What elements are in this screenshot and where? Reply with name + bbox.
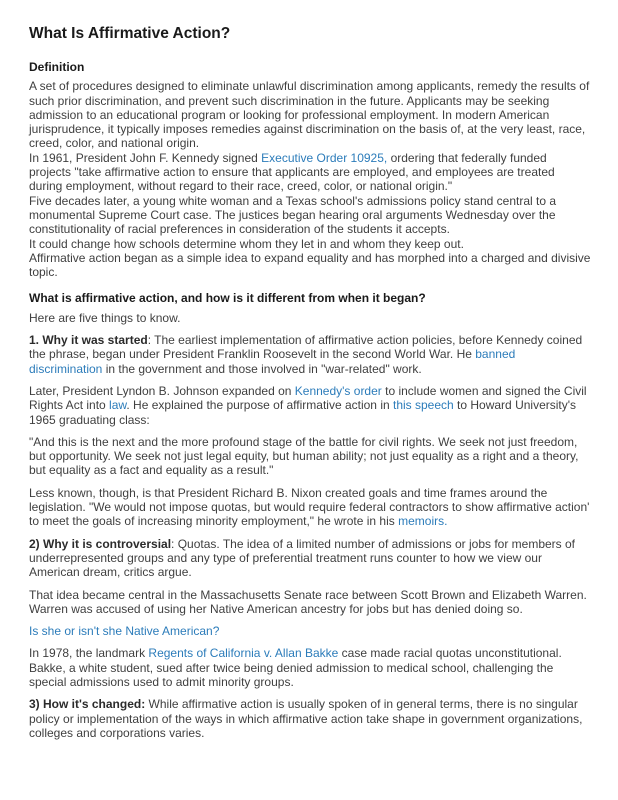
link-this-speech[interactable]: this speech xyxy=(393,398,454,413)
text-run: Affirmative action began as a simple idea to expand equality and has morphed into a charged and divisive topic. xyxy=(29,250,591,280)
point-2-controversial xyxy=(29,537,591,580)
text-run: Later, President Lyndon B. Johnson expanded on xyxy=(29,383,295,398)
link-banned-discrimination[interactable]: banned discrimination xyxy=(29,347,516,376)
nixon-goals xyxy=(29,486,591,529)
text-run: That idea became central in the Massachusetts Senate race between Scott Brown and Elizabeth Warren. Warren was accused of using her Native American ancestry for jobs but has denied doing so. xyxy=(29,587,587,616)
text-run: case made racial quotas unconstitutional. Bakke, a white student, sued after twice being denied admission to medical school, challenging the special admissions used to admit minority groups. xyxy=(29,646,562,689)
definition-heading xyxy=(29,60,591,74)
text-run: Less known, though, is that President Richard B. Nixon created goals and time frames around the legislation. "We would not impose quotas, but would require federal contractors to show affirmative action' to meet the goals of increasing minority employment," he wrote in his xyxy=(29,485,590,529)
link-kennedys-order[interactable]: Kennedy's order xyxy=(294,383,382,398)
five-things-heading xyxy=(29,291,591,305)
link-is-she-native-american[interactable]: Is she or isn't she Native American? xyxy=(29,624,220,639)
text-run: 1. Why it was started xyxy=(29,333,148,348)
text-run: 2) Why it is controversial xyxy=(29,536,172,551)
bakke-case xyxy=(29,646,591,689)
link-law[interactable]: law xyxy=(109,398,127,413)
text-run: Five decades later, a young white woman and a Texas school's admissions policy stand central to a monumental Supreme Court case. The justices began hearing oral arguments Wednesday over the constitutionality of racial preferences in consideration of the students it accepts. xyxy=(29,193,557,237)
text-run: In 1978, the landmark xyxy=(29,646,149,661)
native-american-question xyxy=(29,624,591,638)
text-run: ordering that federally funded projects "take affirmative action to ensure that applicants are employed, and employees are treated during employment, without regard to their race, creed, color, or national origin." xyxy=(29,150,555,194)
text-run: While affirmative action is usually spoken of in general terms, there is no singular policy or implementation of the ways in which affirmative action take shape in government organizations, colleges and corporations varies. xyxy=(29,697,583,740)
warren-brown-race xyxy=(29,588,591,617)
text-run: in the government and those involved in "war-related" work. xyxy=(102,361,422,376)
text-run: : The earliest implementation of affirmative action policies, before Kennedy coined the phrase, began under President Franklin Roosevelt in the second World War. He xyxy=(29,333,583,362)
definition-body xyxy=(29,79,591,279)
link-regents-v-bakke[interactable]: Regents of California v. Allan Bakke xyxy=(148,646,339,661)
link-memoirs[interactable]: memoirs. xyxy=(398,514,448,529)
johnson-expansion xyxy=(29,384,591,427)
text-run: In 1961, President John F. Kennedy signed xyxy=(29,150,262,165)
text-run: 3) How it's changed: xyxy=(29,697,146,712)
text-run: to include women and signed the Civil Rights Act into xyxy=(29,383,587,413)
five-things-intro xyxy=(29,311,591,325)
text-run: Here are five things to know. xyxy=(29,310,181,325)
text-run: A set of procedures designed to eliminate unlawful discrimination among applicants, remedy the results of such prior discrimination, and prevent such discrimination in the future. Applicants may be seeking admission to an educational program or looking for professional employment. In modern American jurisprudence, it typically imposes remedies against discrimination on the basis of, at the very least, race, creed, color, and national origin. xyxy=(29,79,590,151)
page-title: What Is Affirmative Action? xyxy=(29,25,231,42)
point-1-why-started xyxy=(29,333,591,376)
text-run: to Howard University's 1965 graduating class: xyxy=(29,398,577,427)
text-run: "And this is the next and the more profound stage of the battle for civil rights. We seek not just freedom, but opportunity. We seek not just legal equity, but human ability; not just equality as a right and a theory, but equality as a fact and equality as a result." xyxy=(29,434,579,478)
text-run: . He explained the purpose of affirmative action in xyxy=(126,398,393,413)
point-3-changed xyxy=(29,697,591,740)
link-executive-order-10925[interactable]: Executive Order 10925, xyxy=(261,150,388,165)
article-body xyxy=(29,60,591,740)
johnson-quote xyxy=(29,435,591,478)
text-run: Definition xyxy=(29,60,85,74)
text-run: What is affirmative action, and how is it different from when it began? xyxy=(29,291,426,306)
text-run: : Quotas. The idea of a limited number of admissions or jobs for members of underrepresented groups and any type of preferential treatment runs counter to how we view our American dream, critics argue. xyxy=(29,536,576,580)
text-run: It could change how schools determine whom they let in and whom they keep out. xyxy=(29,236,464,251)
